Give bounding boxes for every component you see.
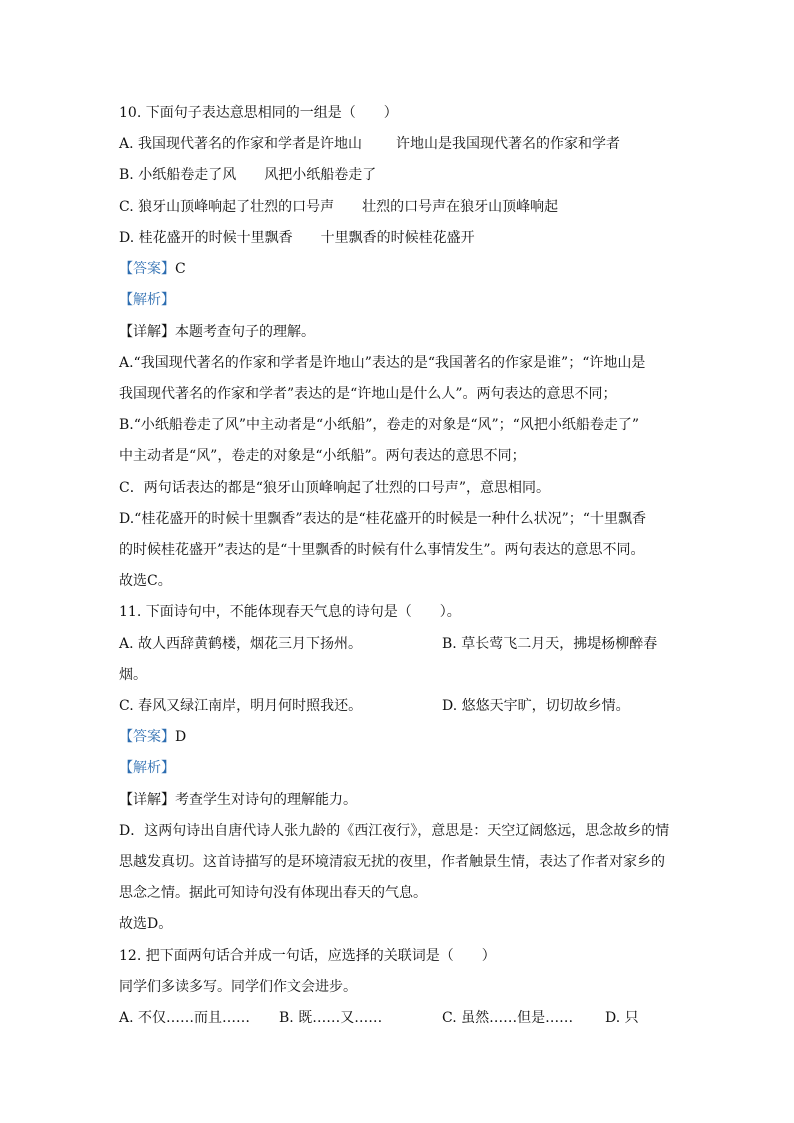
q10-option-d-pair: 十里飘香的时候桂花盛开 [320,230,475,246]
q11-explain-line: D．这两句诗出自唐代诗人张九龄的《西江夜行》，意思是：天空辽阔悠远，思念故乡的情 [119,823,670,839]
q11-detail-text: 考查学生对诗句的理解能力。 [175,792,357,808]
q10-explain-line: A.“我国现代著名的作家和学者是许地山”表达的是“我国著名的作家是谁”；“许地山是 [119,355,646,371]
q10-detail-text: 本题考查句子的理解。 [175,324,315,340]
q12-option-d: D. 只 [605,1010,639,1026]
q11-detail [119,790,357,810]
q11-option-b-continued: 烟。 [119,667,147,683]
q10-option-b-pair: 风把小纸船卷走了 [264,167,377,183]
q11-answer [119,727,186,747]
q11-option-c: C. 春风又绿江南岸，明月何时照我还。 [119,698,363,714]
q11-analysis-label: 【解析】 [119,760,175,776]
q12-option-b: B. 既……又…… [279,1010,383,1026]
q10-option-a [119,134,620,154]
q10-option-c-pair: 壮烈的口号声在狼牙山顶峰响起 [362,199,559,215]
q10-explain-line: C．两句话表达的都是“狼牙山顶峰响起了壮烈的口号声”，意思相同。 [119,480,551,496]
q11-analysis-tag [119,758,175,778]
q10-option-b [119,165,376,185]
q11-conclusion: 故选D。 [119,916,173,932]
q10-answer-tag: 【答案】 [119,261,175,277]
q11-options-row-2 [119,696,679,716]
q12-option-c: C. 虽然……但是…… [442,1010,574,1026]
q12-stem: 12. 把下面两句话合并成一句话，应选择的关联词是（ ） [119,948,496,964]
q10-conclusion: 故选C。 [119,573,172,589]
q10-option-d [119,228,475,248]
q12-options-row [119,1008,679,1028]
q10-explain-line: B.“小纸船卷走了风”中主动者是“小纸船”，卷走的对象是“风”；“风把小纸船卷走了” [119,417,639,433]
q10-explain-line: D.“桂花盛开的时候十里飘香”表达的是“桂花盛开的时候是一种什么状况”；“十里飘香 [119,511,646,527]
q10-option-b-label: B. 小纸船卷走了风 [119,167,237,183]
q11-option-a: A. 故人西辞黄鹤楼，烟花三月下扬州。 [119,636,363,652]
q10-option-a-pair: 许地山是我国现代著名的作家和学者 [396,136,621,152]
q10-explain-line: 我国现代著名的作家和学者”表达的是“许地山是什么人”。两句表达的意思不同； [119,386,617,402]
q10-option-a-label: A. 我国现代著名的作家和学者是许地山 [119,136,363,152]
q12-option-a: A. 不仅……而且…… [119,1010,251,1026]
q11-explain-line: 思越发真切。这首诗描写的是环境清寂无扰的夜里，作者触景生情，表达了作者对家乡的 [119,854,665,870]
q12-sentence: 同学们多读多写。同学们作文会进步。 [119,979,357,995]
q11-option-d: D. 悠悠天宇旷，切切故乡情。 [442,698,630,714]
q11-answer-tag: 【答案】 [119,729,175,745]
q10-option-c-label: C. 狼牙山顶峰响起了壮烈的口号声 [119,199,335,215]
q10-stem: 10. 下面句子表达意思相同的一组是（ ） [119,105,398,121]
q10-option-d-label: D. 桂花盛开的时候十里飘香 [119,230,293,246]
q11-answer-value: D [175,729,187,745]
q10-explain-line: 中主动者是“风”，卷走的对象是“小纸船”。两句表达的意思不同； [119,448,526,464]
q10-answer-value: C [175,261,186,277]
q11-explain-line: 思念之情。据此可知诗句没有体现出春天的气息。 [119,885,427,901]
q10-detail [119,322,315,342]
q11-options-row-1 [119,634,679,654]
q11-option-b: B. 草长莺飞二月天，拂堤杨柳醉春 [442,636,658,652]
q10-detail-tag: 【详解】 [119,324,175,340]
q11-stem: 11. 下面诗句中，不能体现春天气息的诗句是（ ）。 [119,604,461,620]
q10-explain-line: 的时候桂花盛开”表达的是“十里飘香的时候有什么事情发生”。两句表达的意思不同。 [119,542,645,558]
q11-detail-tag: 【详解】 [119,792,175,808]
q10-option-c [119,197,558,217]
q10-analysis-tag [119,290,175,310]
q10-analysis-label: 【解析】 [119,292,175,308]
q10-answer [119,259,186,279]
